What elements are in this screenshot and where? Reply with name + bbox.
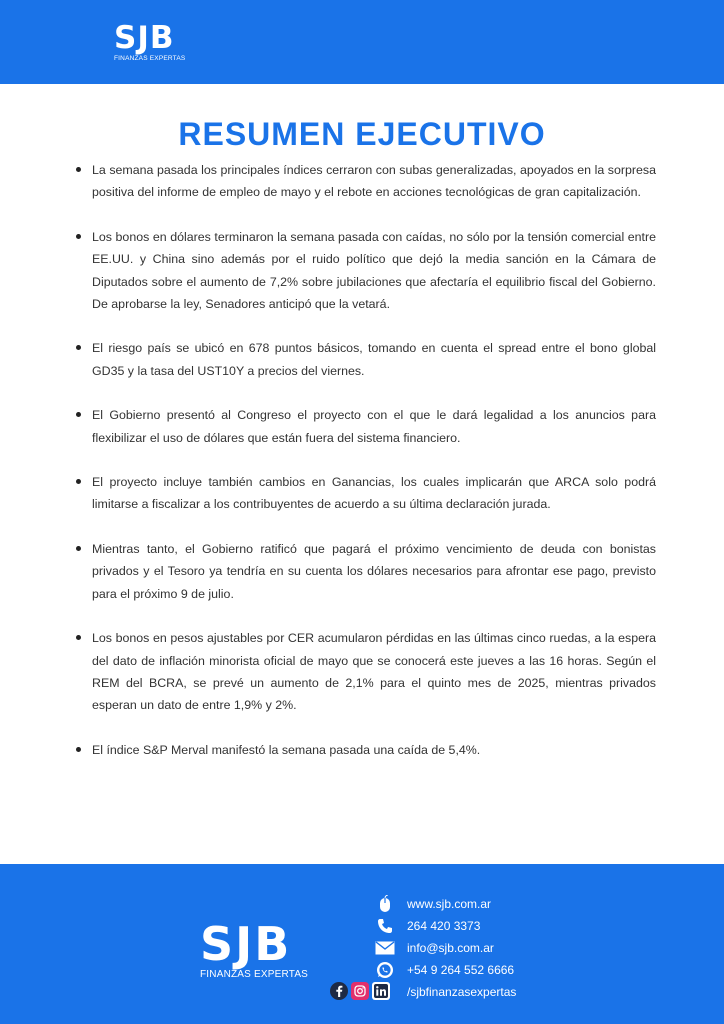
- list-item: El riesgo país se ubicó en 678 puntos básicos, tomando en cuenta el spread entre el bono global GD35 y la tasa del UST10Y a precios del viernes.: [72, 337, 656, 382]
- list-item: El proyecto incluye también cambios en Ganancias, los cuales implicarán que ARCA solo podrá limitarse a fiscalizar a los contribuyentes de acuerdo a su última declaración jurada.: [72, 471, 656, 516]
- logo-mark: SJB: [114, 20, 175, 56]
- footer-banner: [0, 864, 724, 1024]
- instagram-icon[interactable]: [351, 982, 369, 1000]
- contact-phone[interactable]: [374, 916, 481, 936]
- list-item: Los bonos en pesos ajustables por CER acumularon pérdidas en las últimas cinco ruedas, a la espera del dato de inflación minorista oficial de mayo que se conocerá este jueves a las 16 horas. Según el REM del BCRA, se prevé un aumento de 2,1% para el quinto mes de 2025, mientras privados esperan un dato de entre 1,9% y 2%.: [72, 627, 656, 717]
- page-title: RESUMEN EJECUTIVO: [178, 116, 546, 152]
- summary-list: [72, 159, 656, 783]
- social-icons: [330, 982, 517, 1002]
- logo-mark: SJB: [200, 917, 292, 971]
- list-item: El Gobierno presentó al Congreso el proyecto con el que le dará legalidad a los anuncios para flexibilizar el uso de dólares que están fuera del sistema financiero.: [72, 404, 656, 449]
- contact-email[interactable]: [374, 938, 494, 958]
- facebook-icon[interactable]: [330, 982, 348, 1000]
- header-banner: [0, 0, 724, 84]
- contact-web[interactable]: [374, 894, 492, 914]
- email-icon: [374, 938, 396, 958]
- whatsapp-icon: [374, 960, 396, 980]
- list-item: El índice S&P Merval manifestó la semana pasada una caída de 5,4%.: [72, 739, 656, 761]
- email-address[interactable]: info@sjb.com.ar: [407, 941, 494, 955]
- logo-subtitle: FINANZAS EXPERTAS: [200, 969, 309, 980]
- whatsapp-number[interactable]: +54 9 264 552 6666: [407, 963, 515, 977]
- list-item: Los bonos en dólares terminaron la semana pasada con caídas, no sólo por la tensión comercial entre EE.UU. y China sino además por el ruido político que dejó la media sanción en la Cámara de Diputados sobre el aumento de 7,2% sobre jubilaciones que afectaría el equilibrio fiscal del Gobierno. De aprobarse la ley, Senadores anticipó que la vetará.: [72, 226, 656, 316]
- social-handle[interactable]: /sjbfinanzasexpertas: [407, 985, 517, 999]
- footer-logo: [200, 917, 309, 980]
- website-link[interactable]: www.sjb.com.ar: [407, 897, 492, 911]
- contact-whatsapp[interactable]: [374, 960, 515, 980]
- phone-icon: [374, 916, 396, 936]
- list-item: La semana pasada los principales índices cerraron con subas generalizadas, apoyados en la sorpresa positiva del informe de empleo de mayo y el rebote en acciones tecnológicas de gran capitalización.: [72, 159, 656, 204]
- logo-subtitle: FINANZAS EXPERTAS: [114, 55, 186, 62]
- linkedin-icon[interactable]: [372, 982, 390, 1000]
- list-item: Mientras tanto, el Gobierno ratificó que pagará el próximo vencimiento de deuda con bonistas privados y el Tesoro ya tendría en su cuenta los dólares necesarios para afrontar ese pago, previsto para el próximo 9 de julio.: [72, 538, 656, 605]
- phone-number[interactable]: 264 420 3373: [407, 919, 481, 933]
- mouse-icon: [374, 894, 396, 914]
- header-logo: [114, 22, 185, 63]
